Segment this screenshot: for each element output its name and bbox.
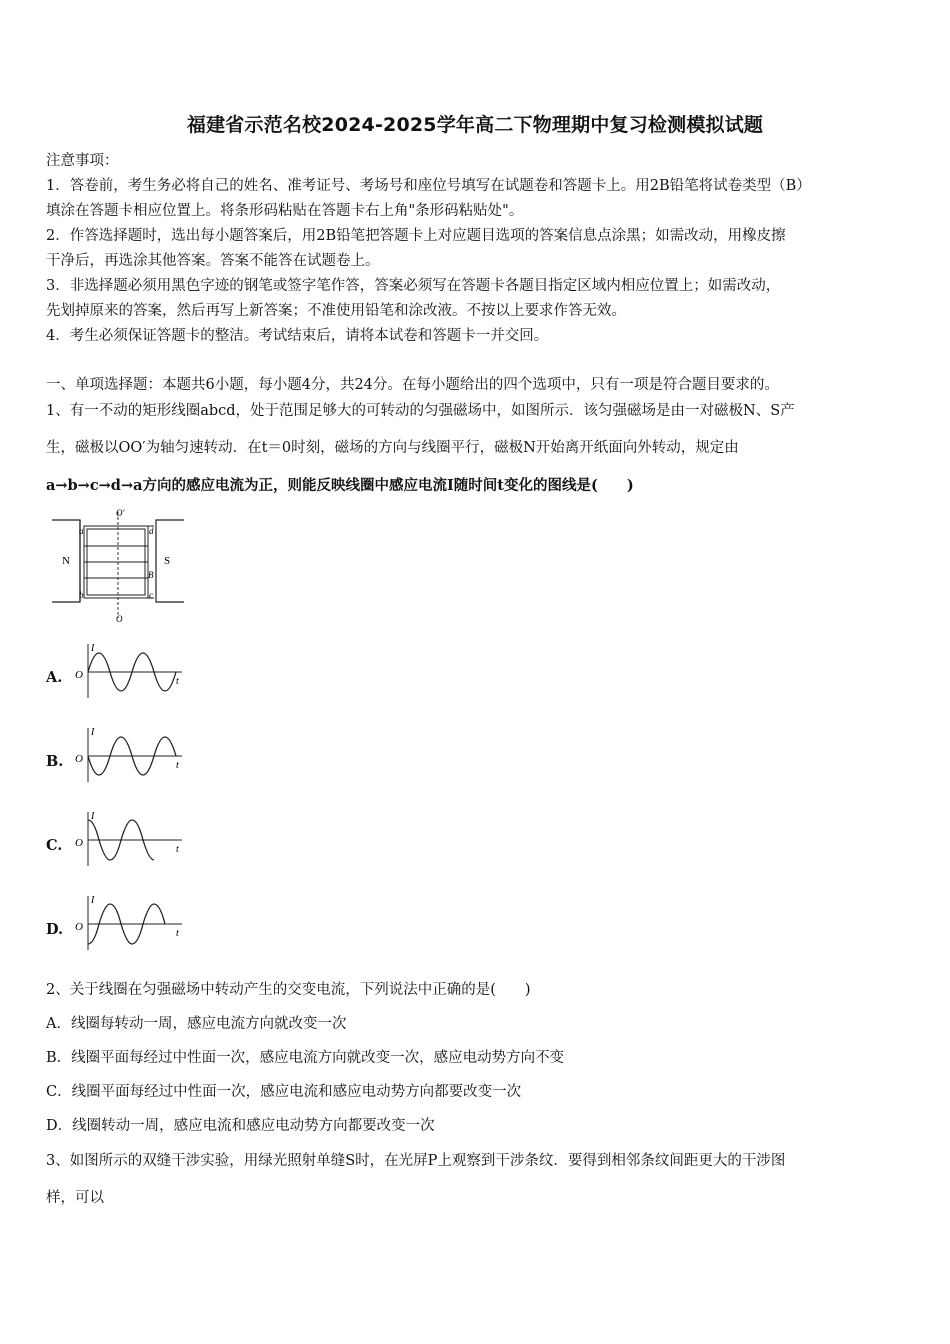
field-b-label: B (148, 570, 154, 580)
question-2-option-a[interactable]: A．线圈每转动一周，感应电流方向就改变一次 (46, 1016, 347, 1032)
corner-a-label: a (79, 526, 84, 536)
time-axis-label: t (176, 844, 179, 855)
coil-magnet-figure (48, 506, 188, 626)
question-2-option-c[interactable]: C．线圈平面每经过中性面一次，感应电流和感应电动势方向都要改变一次 (46, 1084, 522, 1100)
n-pole-label: N (62, 555, 70, 567)
current-axis-label: I (91, 811, 95, 822)
question-3-line: 3、如图所示的双缝干涉实验，用绿光照射单缝S时，在光屏P上观察到干涉条纹．要得到相邻条纹间距更大的干涉图 (46, 1153, 786, 1169)
notice-line: 先划掉原来的答案，然后再写上新答案；不准使用铅笔和涂改液。不按以上要求作答无效。 (46, 303, 626, 319)
question-1-line: a→b→c→d→a方向的感应电流为正，则能反映线圈中感应电流I随时间t变化的图线是( ) (46, 477, 634, 494)
time-axis-label: t (176, 676, 179, 687)
current-axis-label: I (91, 643, 95, 654)
option-b-label[interactable]: B. (46, 753, 64, 770)
corner-c-label: c (149, 590, 153, 600)
current-axis-label: I (91, 895, 95, 906)
question-1-line: 生，磁极以OO′为轴匀速转动．在t＝0时刻，磁场的方向与线圈平行，磁极N开始离开纸面向外转动，规定由 (46, 440, 739, 456)
question-1-line: 1、有一不动的矩形线圈abcd，处于范围足够大的可转动的匀强磁场中，如图所示．该匀强磁场是由一对磁极N、S产 (46, 403, 795, 419)
notice-line: 1．答卷前，考生务必将自己的姓名、准考证号、考场号和座位号填写在试题卷和答题卡上。用2B铅笔将试卷类型（B） (46, 178, 811, 194)
notice-line: 2．作答选择题时，选出每小题答案后，用2B铅笔把答题卡上对应题目选项的答案信息点涂黑；如需改动，用橡皮擦 (46, 228, 786, 244)
corner-d-label: d (149, 526, 154, 536)
current-axis-label: I (91, 727, 95, 738)
question-2-option-d[interactable]: D．线圈转动一周，感应电流和感应电动势方向都要改变一次 (46, 1118, 435, 1134)
time-axis-label: t (176, 928, 179, 939)
question-2-stem: 2、关于线圈在匀强磁场中转动产生的交变电流，下列说法中正确的是( ) (46, 982, 531, 998)
axis-label-bottom: O (116, 614, 123, 624)
question-3-line: 样，可以 (46, 1190, 104, 1206)
option-c-graph[interactable] (72, 808, 187, 868)
origin-label: O (75, 921, 83, 933)
option-d-label[interactable]: D. (46, 921, 64, 938)
origin-label: O (75, 837, 83, 849)
notice-line: 4．考生必须保证答题卡的整洁。考试结束后，请将本试卷和答题卡一并交回。 (46, 328, 549, 344)
notice-line: 3．非选择题必须用黑色字迹的钢笔或签字笔作答，答案必须写在答题卡各题目指定区域内相应位置上；如需改动， (46, 278, 781, 294)
origin-label: O (75, 669, 83, 681)
option-a-graph[interactable] (72, 640, 187, 700)
axis-label-top: O′ (116, 508, 125, 518)
option-b-graph[interactable] (72, 724, 187, 784)
option-a-label[interactable]: A. (46, 669, 63, 686)
coil (84, 526, 154, 598)
option-d-graph[interactable] (72, 892, 187, 952)
s-pole-label: S (164, 555, 171, 567)
option-c-label[interactable]: C. (46, 837, 63, 854)
notice-heading: 注意事项： (46, 153, 119, 169)
corner-b-label: b (79, 590, 84, 600)
notice-line: 填涂在答题卡相应位置上。将条形码粘贴在答题卡右上角"条形码粘贴处"。 (46, 203, 524, 219)
time-axis-label: t (176, 760, 179, 771)
notice-line: 干净后，再选涂其他答案。答案不能答在试题卷上。 (46, 253, 380, 269)
question-2-option-b[interactable]: B．线圈平面每经过中性面一次，感应电流方向就改变一次，感应电动势方向不变 (46, 1050, 565, 1066)
section-heading: 一、单项选择题：本题共6小题，每小题4分，共24分。在每小题给出的四个选项中，只有一项是符合题目要求的。 (46, 377, 779, 393)
exam-title: 福建省示范名校2024-2025学年高二下物理期中复习检测模拟试题 (186, 114, 764, 136)
origin-label: O (75, 753, 83, 765)
